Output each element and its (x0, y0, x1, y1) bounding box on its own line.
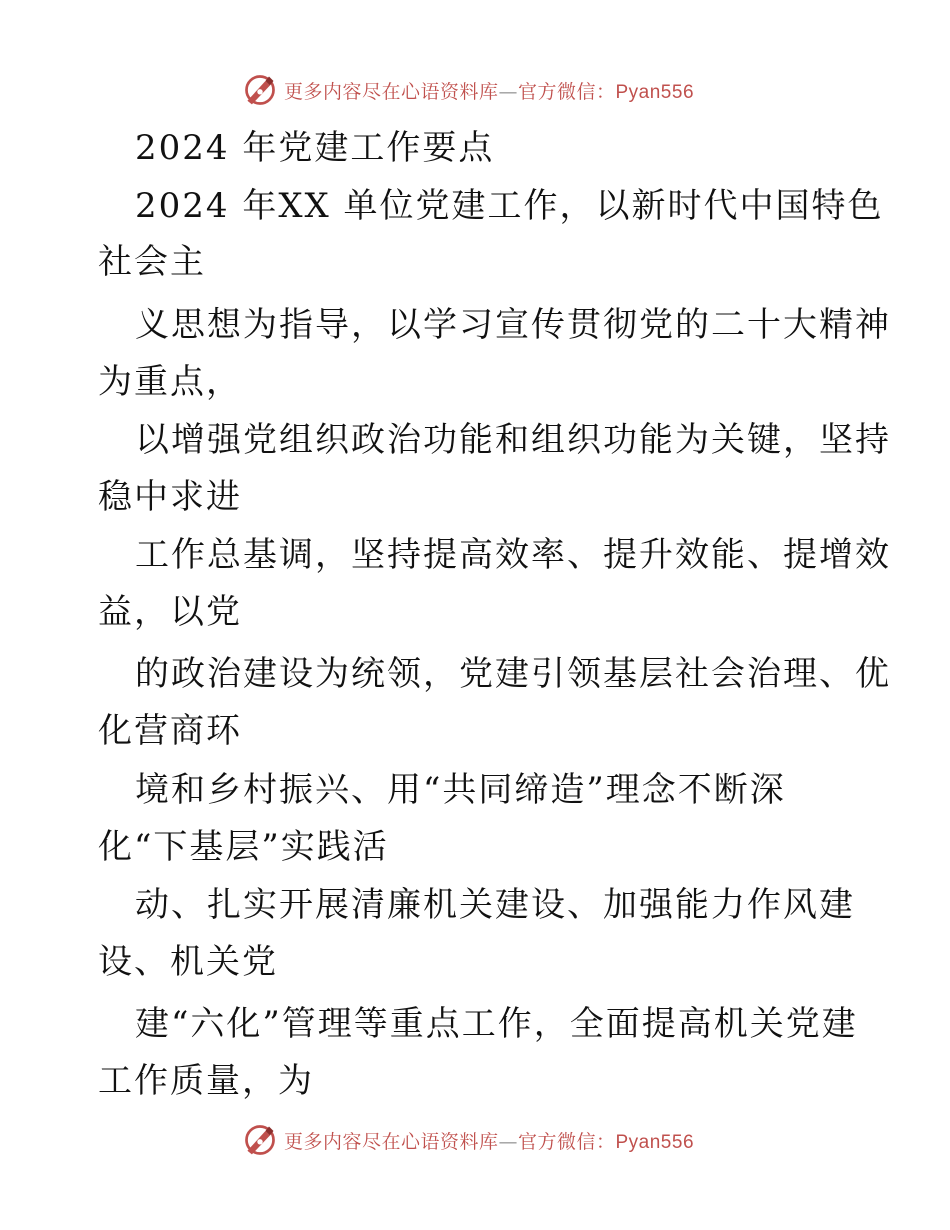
body-line: 化营商环 (98, 711, 242, 751)
body-line: 的政治建设为统领，党建引领基层社会治理、优 (135, 654, 891, 694)
document-title: 2024 年党建工作要点 (135, 128, 495, 168)
body-line: 稳中求进 (98, 477, 242, 517)
body-line: 为重点， (98, 362, 242, 402)
body-line: 工作总基调，坚持提高效率、提升效能、提增效 (135, 535, 891, 575)
pen-logo-icon (242, 72, 278, 108)
body-line: 建“六化”管理等重点工作，全面提高机关党建 (135, 1004, 858, 1044)
body-line: 义思想为指导，以学习宣传贯彻党的二十大精神 (135, 305, 891, 345)
body-line: 社会主 (98, 242, 206, 282)
body-line: 化“下基层”实践活 (98, 827, 389, 867)
body-line: 设、机关党 (98, 942, 278, 982)
pen-logo-icon (242, 1122, 278, 1158)
watermark-text: 更多内容尽在心语资料库—官方微信：Pyan556 (283, 80, 695, 103)
body-line: 工作质量，为 (98, 1061, 314, 1101)
body-line: 益，以党 (98, 592, 242, 632)
header-watermark (0, 70, 950, 110)
watermark-text: 更多内容尽在心语资料库—官方微信：Pyan556 (283, 1130, 695, 1153)
body-line: 2024 年XX 单位党建工作，以新时代中国特色 (135, 186, 884, 226)
footer-watermark (0, 1120, 950, 1160)
body-line: 境和乡村振兴、用“共同缔造”理念不断深 (135, 770, 786, 810)
body-line: 以增强党组织政治功能和组织功能为关键，坚持 (135, 420, 891, 460)
body-line: 动、扎实开展清廉机关建设、加强能力作风建 (135, 885, 855, 925)
